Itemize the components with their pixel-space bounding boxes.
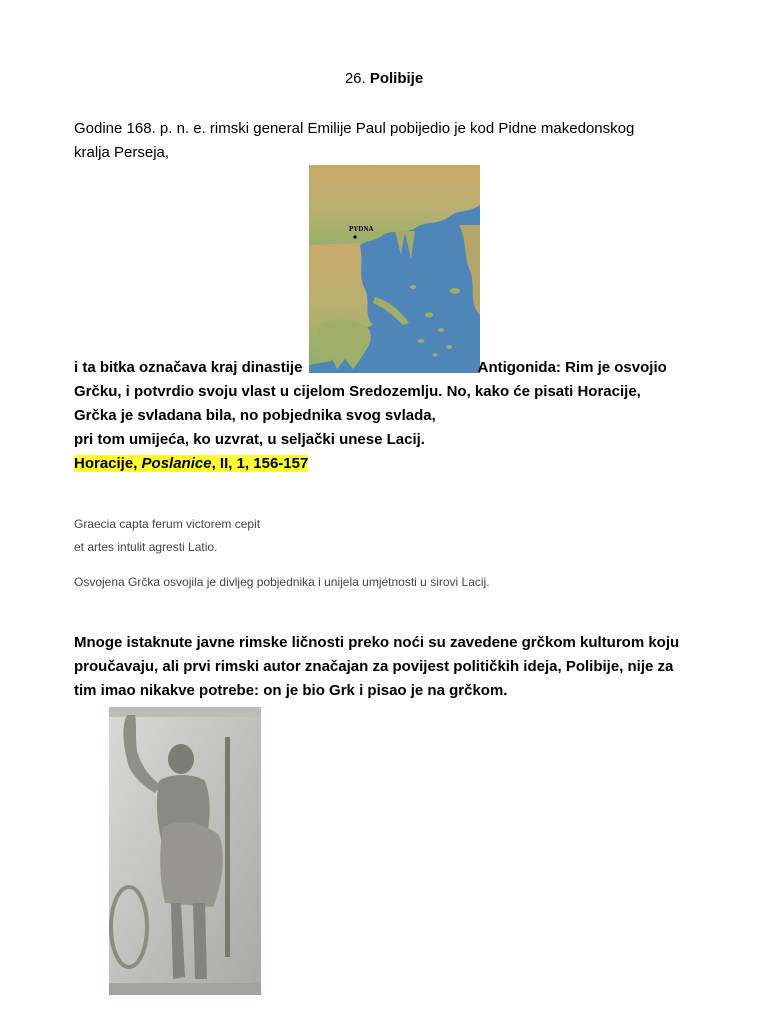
relief-statue-image [109,707,261,995]
title-text: Polibije [369,70,424,87]
citation-reference: , II, 1, 156-157 [211,455,309,472]
page-title [0,70,768,87]
verse-line: Grčka je svladana bila, no pobjednika svog svlada, [74,407,436,424]
paragraph-line [74,356,704,380]
translation: Osvojena Grčka osvojila je divljeg pobjednika i unijela umjetnosti u sirovi Lacij. [74,575,490,589]
paragraph-line: Mnoge istaknute javne rimske ličnosti preko noći su zavedene grčkom kulturom koju [74,634,680,651]
paragraph-line: tim imao nikakve potrebe: on je bio Grk i pisao je na grčkom. [74,682,508,699]
citation-author: Horacije, [74,455,142,472]
paragraph-antigonids [74,356,704,476]
paragraph-line: proučavaju, ali prvi rimski autor značajan za povijest političkih ideja, Polibije, nije za [74,658,674,675]
title-number: 26. [344,70,366,87]
citation-work: Poslanice [141,455,212,472]
paragraph-line: Godine 168. p. n. e. rimski general Emilije Paul pobijedio je kod Pidne makedonskog [74,120,635,137]
latin-quote [74,513,260,559]
latin-line: et artes intulit agresti Latio. [74,540,218,554]
verse-line: pri tom umijeća, ko uzvrat, u seljački unese Lacij. [74,431,425,448]
paragraph-line: kralja Perseja, [74,144,170,161]
paragraph-polybius [74,631,704,703]
citation [74,452,704,476]
latin-line: Graecia capta ferum victorem cepit [74,517,261,531]
text-dynasty-start: i ta bitka označava kraj dinastije [74,359,303,376]
text-dynasty-end: Antigonida: Rim je osvojio [477,359,667,376]
paragraph-line: Grčku, i potvrdio svoju vlast u cijelom Sredozemlju. No, kako će pisati Horacije, [74,383,641,400]
paragraph-intro [74,117,704,165]
map-label-pydna: PYDNA [349,225,374,233]
map-of-greece-image [309,165,480,373]
